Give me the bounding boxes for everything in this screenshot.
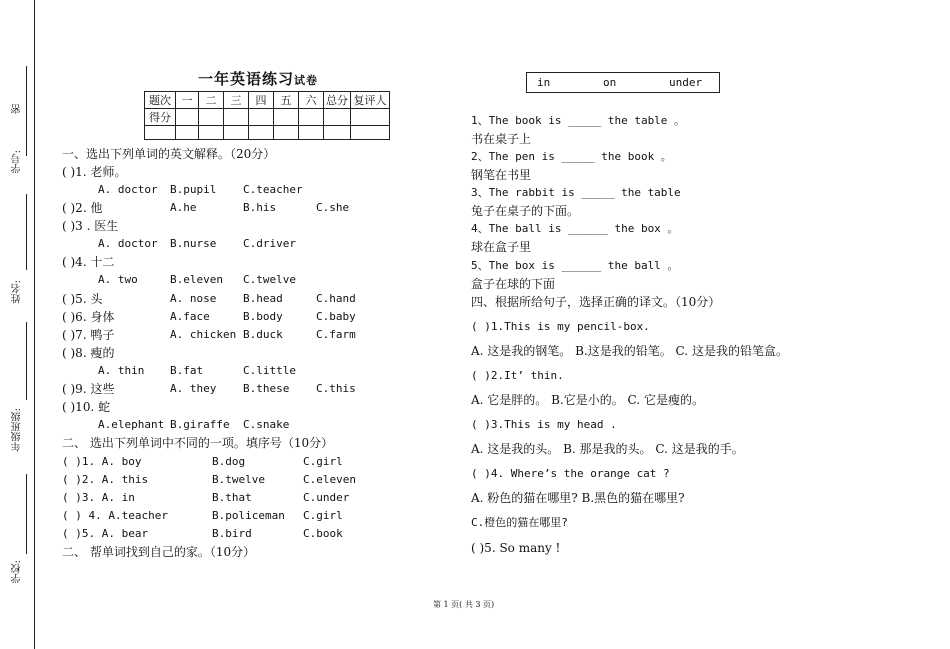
answer-option: C.under	[303, 491, 350, 504]
section2-heading: 二、 选出下列单词中不同的一项。填序号（10分）	[62, 436, 334, 450]
answer-options: A. 粉色的猫在哪里? B.黑色的猫在哪里?	[471, 491, 685, 505]
answer-option: B.body	[243, 310, 283, 323]
question-item: ( )8. 瘦的	[62, 346, 115, 360]
answer-option: B.eleven	[170, 273, 223, 286]
answer-option: A. chicken	[170, 328, 237, 341]
fill-blank-translation: 书在桌子上	[471, 132, 532, 146]
question-item: ( )9. 这些	[62, 382, 115, 396]
question-item: ( )5. 头	[62, 292, 103, 306]
answer-option: C.this	[316, 382, 356, 395]
score-header-cell: 五	[274, 92, 299, 109]
score-cell[interactable]	[176, 126, 199, 140]
score-cell[interactable]	[176, 109, 199, 126]
question-item: ( )1. 老师。	[62, 165, 127, 179]
score-cell[interactable]	[351, 109, 390, 126]
fill-blank-translation: 盒子在球的下面	[471, 277, 556, 291]
answer-option: C.baby	[316, 310, 356, 323]
section3-heading: 二、 帮单词找到自己的家。（10分）	[62, 545, 256, 559]
school-label: 学校:	[12, 560, 23, 584]
margin-line	[26, 322, 27, 400]
answer-option: A. nose	[170, 292, 217, 305]
answer-options: A. 这是我的头。 B. 那是我的头。 C. 这是我的手。	[471, 442, 744, 456]
answer-option: A. two	[98, 273, 138, 286]
score-cell[interactable]	[274, 126, 299, 140]
question-item: ( )3 . 医生	[62, 219, 119, 233]
answer-option: A. doctor	[98, 183, 158, 196]
fill-blank-sentence: 4、The ball is ______ the box 。	[471, 222, 679, 235]
score-cell[interactable]	[324, 126, 351, 140]
answer-option: B.nurse	[170, 237, 217, 250]
answer-option: B.pupil	[170, 183, 217, 196]
answer-option: C.driver	[243, 237, 296, 250]
question-item: ( )1.This is my pencil-box.	[471, 320, 650, 333]
question-item: ( )2.It’ thin.	[471, 369, 564, 382]
score-header-cell: 四	[249, 92, 274, 109]
score-header-cell: 复评人	[351, 92, 390, 109]
question-item: ( )3. A. in	[62, 491, 135, 504]
score-cell[interactable]	[249, 126, 274, 140]
fill-blank-translation: 球在盒子里	[471, 240, 532, 254]
score-cell[interactable]	[199, 126, 224, 140]
score-cell[interactable]	[299, 126, 324, 140]
question-item: ( ) 4. A.teacher	[62, 509, 168, 522]
section4-heading: 四、根据所给句子，选择正确的译文。（10分）	[471, 295, 721, 309]
word-box	[526, 72, 720, 93]
question-item: ( )2. A. this	[62, 473, 149, 486]
score-header-cell: 二	[199, 92, 224, 109]
answer-options: A. 它是胖的。 B.它是小的。 C. 它是瘦的。	[471, 393, 704, 407]
fill-blank-sentence: 2、The pen is _____ the book 。	[471, 150, 672, 163]
answer-option: B.that	[212, 491, 252, 504]
score-row-label: 得分	[145, 109, 176, 126]
margin-line	[26, 66, 27, 156]
score-header-cell: 六	[299, 92, 324, 109]
page-title: 一年英语练习试卷	[198, 70, 319, 88]
word-box-in: in	[537, 76, 551, 89]
answer-option: B.duck	[243, 328, 283, 341]
binding-line	[34, 0, 35, 649]
answer-options: C.橙色的猫在哪里?	[471, 516, 568, 529]
answer-option: B.giraffe	[170, 418, 230, 431]
score-cell[interactable]	[199, 109, 224, 126]
answer-option: B.head	[243, 292, 283, 305]
question-item: ( )5. A. bear	[62, 527, 149, 540]
question-item: ( )4. Where’s the orange cat ?	[471, 467, 670, 480]
score-cell[interactable]	[145, 126, 176, 140]
answer-option: A. doctor	[98, 237, 158, 250]
score-cell[interactable]	[299, 109, 324, 126]
answer-option: C.she	[316, 201, 350, 214]
answer-option: C.girl	[303, 455, 343, 468]
page-footer: 第 1 页( 共 3 页)	[433, 600, 495, 609]
answer-option: B.bird	[212, 527, 252, 540]
fill-blank-translation: 钢笔在书里	[471, 168, 532, 182]
answer-option: B.policeman	[212, 509, 285, 522]
answer-option: C.little	[243, 364, 296, 377]
score-header-cell: 一	[176, 92, 199, 109]
question-item: ( )4. 十二	[62, 255, 115, 269]
question-item: ( )10. 蛇	[62, 400, 111, 414]
answer-option: C.twelve	[243, 273, 296, 286]
question-item: ( )2. 他	[62, 201, 103, 215]
margin-line	[26, 194, 27, 270]
answer-option: C.girl	[303, 509, 343, 522]
answer-option: A.he	[170, 201, 197, 214]
word-box-under: under	[669, 76, 703, 89]
score-cell[interactable]	[324, 109, 351, 126]
student-id-label: 学号:	[12, 150, 23, 174]
fill-blank-sentence: 3、The rabbit is _____ the table	[471, 186, 681, 199]
answer-option: B.his	[243, 201, 277, 214]
margin-line	[26, 474, 27, 554]
score-cell[interactable]	[249, 109, 274, 126]
question-item: ( )5. So many !	[471, 541, 561, 555]
answer-option: C.book	[303, 527, 343, 540]
score-header-cell: 题次	[145, 92, 176, 109]
answer-option: C.snake	[243, 418, 290, 431]
answer-option: B.twelve	[212, 473, 265, 486]
score-cell[interactable]	[351, 126, 390, 140]
score-header-cell: 三	[224, 92, 249, 109]
answer-option: A.elephant	[98, 418, 165, 431]
question-item: ( )1. A. boy	[62, 455, 142, 468]
answer-option: A. thin	[98, 364, 145, 377]
fill-blank-translation: 兔子在桌子的下面。	[471, 204, 580, 218]
answer-option: C.hand	[316, 292, 356, 305]
answer-option: B.dog	[212, 455, 246, 468]
score-cell[interactable]	[224, 126, 249, 140]
fill-blank-sentence: 5、The box is ______ the ball 。	[471, 259, 679, 272]
answer-options: A. 这是我的钢笔。 B.这是我的铅笔。 C. 这是我的铅笔盒。	[471, 344, 788, 358]
answer-option: B.fat	[170, 364, 204, 377]
seal-label: 密	[12, 104, 23, 114]
answer-option: A.face	[170, 310, 210, 323]
answer-option: C.teacher	[243, 183, 303, 196]
word-box-on: on	[603, 76, 617, 89]
score-cell[interactable]	[274, 109, 299, 126]
name-label: 姓名:	[12, 280, 23, 304]
grade-class-label: 年级班级:	[12, 408, 23, 452]
question-item: ( )6. 身体	[62, 310, 115, 324]
score-header-cell: 总分	[324, 92, 351, 109]
question-item: ( )7. 鸭子	[62, 328, 115, 342]
score-cell[interactable]	[224, 109, 249, 126]
answer-option: B.these	[243, 382, 290, 395]
answer-option: C.farm	[316, 328, 356, 341]
answer-option: A. they	[170, 382, 217, 395]
score-table	[144, 91, 390, 140]
question-item: ( )3.This is my head .	[471, 418, 617, 431]
section1-heading: 一、选出下列单词的英文解释。（20分）	[62, 147, 276, 161]
fill-blank-sentence: 1、The book is _____ the table 。	[471, 114, 686, 127]
answer-option: C.eleven	[303, 473, 356, 486]
